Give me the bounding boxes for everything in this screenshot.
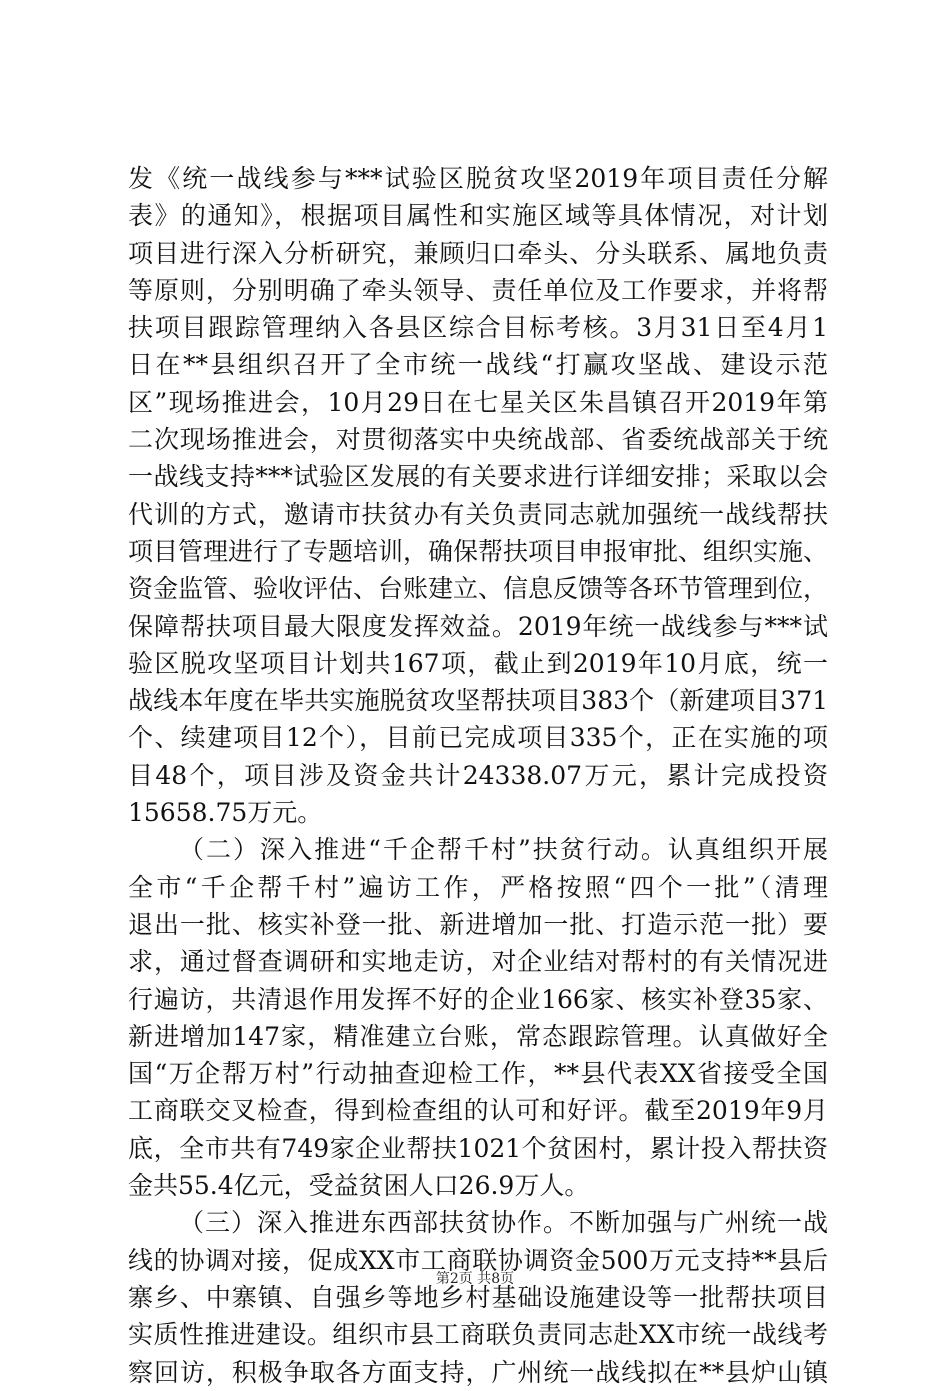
- text-line: 求，通过督查调研和实地走访，对企业结对帮村的有关情况进: [128, 947, 828, 977]
- text-line: 全市“千企帮千村”遍访工作，严格按照“四个一批”（清理: [128, 872, 828, 902]
- text-line: 等原则，分别明确了牵头领导、责任单位及工作要求，并将帮: [128, 275, 828, 305]
- text-line: 扶项目跟踪管理纳入各县区综合目标考核。3月31日至4月1: [128, 313, 828, 343]
- text-line: 金共55.4亿元，受益贫困人口26.9万人。: [128, 1171, 590, 1201]
- text-line: 个、续建项目12个），目前已完成项目335个，正在实施的项: [128, 723, 828, 753]
- text-line: 区”现场推进会，10月29日在七星关区朱昌镇召开2019年第: [128, 387, 828, 417]
- text-line: 国“万企帮万村”行动抽查迎检工作，**县代表XX省接受全国: [128, 1059, 828, 1089]
- text-line: 战线本年度在毕共实施脱贫攻坚帮扶项目383个（新建项目371: [128, 686, 828, 716]
- text-line: 验区脱攻坚项目计划共167项，截止到2019年10月底，统一: [128, 648, 828, 678]
- body-text: [128, 160, 828, 1391]
- section-heading-line: （三）深入推进东西部扶贫协作。不断加强与广州统一战: [179, 1208, 828, 1238]
- text-line: 察回访，积极争取各方面支持，广州统一战线拟在**县炉山镇: [128, 1357, 828, 1387]
- text-line: 保障帮扶项目最大限度发挥效益。2019年统一战线参与***试: [128, 611, 828, 641]
- text-line: 寨乡、中寨镇、自强乡等地乡村基础设施建设等一批帮扶项目: [128, 1282, 828, 1312]
- text-line: 工商联交叉检查，得到检查组的认可和好评。截至2019年9月: [128, 1096, 828, 1126]
- text-line: 发《统一战线参与***试验区脱贫攻坚2019年项目责任分解: [128, 164, 828, 193]
- text-line: 15658.75万元。: [128, 798, 323, 828]
- text-line: 代训的方式，邀请市扶贫办有关负责同志就加强统一战线帮扶: [128, 499, 828, 529]
- text-line: 底，全市共有749家企业帮扶1021个贫困村，累计投入帮扶资: [128, 1133, 828, 1163]
- text-line: 退出一批、核实补登一批、新进增加一批、打造示范一批）要: [128, 909, 828, 939]
- text-line: 实质性推进建设。组织市县工商联负责同志赴XX市统一战线考: [128, 1320, 828, 1350]
- text-line: 项目进行深入分析研究，兼顾归口牵头、分头联系、属地负责: [128, 238, 828, 268]
- text-line: 表》的通知》，根据项目属性和实施区域等具体情况，对计划: [128, 201, 828, 231]
- text-line: 目48个，项目涉及资金共计24338.07万元，累计完成投资: [128, 760, 828, 790]
- text-line: 日在**县组织召开了全市统一战线“打赢攻坚战、建设示范: [128, 350, 828, 380]
- text-line: 二次现场推进会，对贯彻落实中央统战部、省委统战部关于统: [128, 425, 828, 455]
- text-line: 项目管理进行了专题培训，确保帮扶项目申报审批、组织实施、: [128, 536, 829, 566]
- text-line: 行遍访，共清退作用发挥不好的企业166家、核实补登35家、: [128, 984, 828, 1014]
- text-line: 线的协调对接，促成XX市工商联协调资金500万元支持**县后: [128, 1245, 828, 1275]
- text-line: 新进增加147家，精准建立台账，常态跟踪管理。认真做好全: [128, 1021, 828, 1051]
- text-line: 一战线支持***试验区发展的有关要求进行详细安排；采取以会: [128, 462, 828, 492]
- text-line: 资金监管、验收评估、台账建立、信息反馈等各环节管理到位，: [128, 574, 829, 604]
- section-heading-line: （二）深入推进“千企帮千村”扶贫行动。认真组织开展: [179, 835, 828, 865]
- page-number-footer: 第2页 共8页: [435, 1271, 515, 1287]
